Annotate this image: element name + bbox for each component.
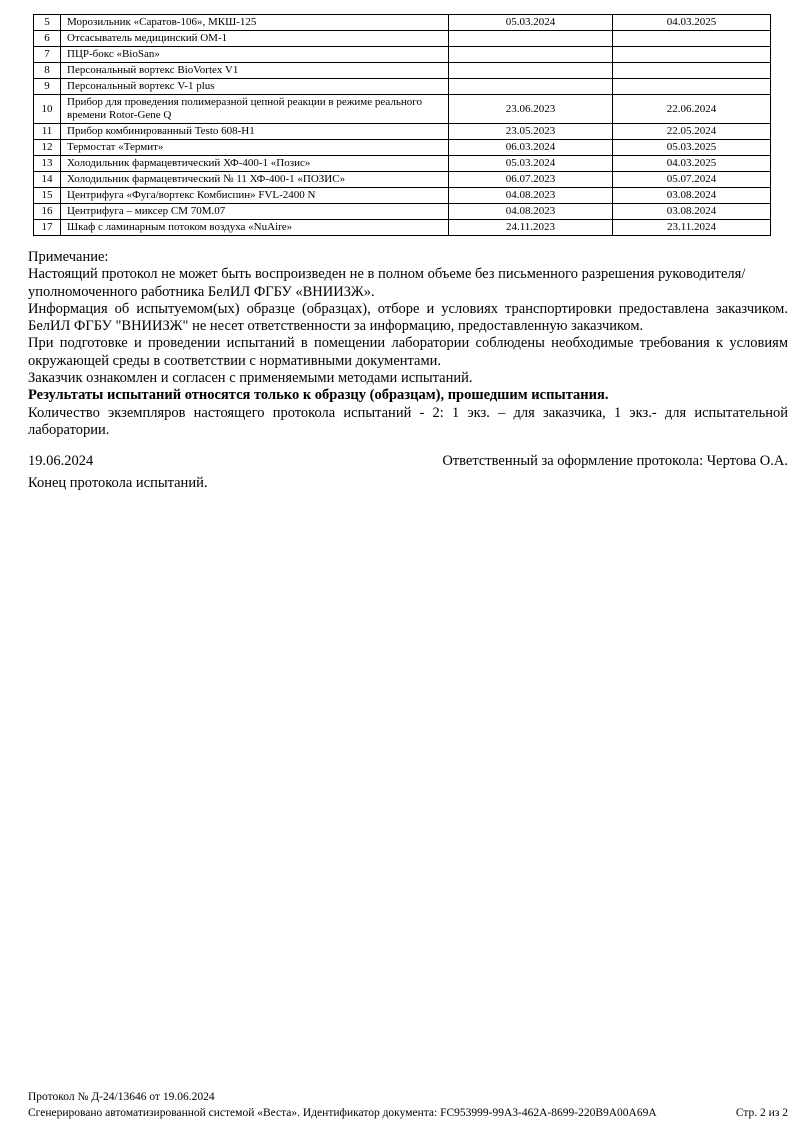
end-of-protocol-line: Конец протокола испытаний. — [28, 475, 208, 492]
row-number-cell: 11 — [34, 124, 61, 140]
equipment-name-cell: Центрифуга – миксер СМ 70М.07 — [61, 204, 449, 220]
row-number-cell: 8 — [34, 63, 61, 79]
verification-date-cell — [449, 31, 613, 47]
valid-until-date-cell: 05.07.2024 — [613, 172, 771, 188]
equipment-name-cell: Персональный вортекс V-1 plus — [61, 79, 449, 95]
note-paragraph: Заказчик ознакомлен и согласен с применяемыми методами испытаний. — [28, 370, 473, 387]
equipment-name-cell: ПЦР-бокс «BioSan» — [61, 47, 449, 63]
verification-date-cell: 24.11.2023 — [449, 220, 613, 236]
verification-date-cell: 23.05.2023 — [449, 124, 613, 140]
table-row — [34, 156, 771, 172]
footer-generated-info: Сгенерировано автоматизированной системой «Веста». Идентификатор документа: FC953999-99A3-462A-8699-220B9A00A69A — [28, 1107, 657, 1119]
table-row — [34, 140, 771, 156]
footer-second-row — [28, 1105, 788, 1121]
note-paragraph: Количество экземпляров настоящего протокола испытаний - 2: 1 экз. – для заказчика, 1 экз.- для испытательной лаборатории. — [28, 404, 788, 438]
equipment-name-cell: Шкаф с ламинарным потоком воздуха «NuAire» — [61, 220, 449, 236]
row-number-cell: 10 — [34, 95, 61, 124]
row-number-cell: 15 — [34, 188, 61, 204]
table-row — [34, 47, 771, 63]
verification-date-cell: 05.03.2024 — [449, 15, 613, 31]
page-footer — [28, 1089, 788, 1121]
valid-until-date-cell — [613, 63, 771, 79]
equipment-name-cell: Термостат «Термит» — [61, 140, 449, 156]
valid-until-date-cell: 05.03.2025 — [613, 140, 771, 156]
notes-paragraphs — [28, 266, 788, 439]
equipment-name-cell: Прибор комбинированный Testo 608-H1 — [61, 124, 449, 140]
row-number-cell: 12 — [34, 140, 61, 156]
note-paragraph: Результаты испытаний относятся только к образцу (образцам), прошедшим испытания. — [28, 387, 609, 404]
row-number-cell: 5 — [34, 15, 61, 31]
footer-page-number: Стр. 2 из 2 — [735, 1107, 788, 1119]
equipment-name-cell: Холодильник фармацевтический № 11 ХФ-400-1 «ПОЗИС» — [61, 172, 449, 188]
responsible-person: Ответственный за оформление протокола: Чертова О.А. — [442, 453, 788, 469]
row-number-cell: 14 — [34, 172, 61, 188]
table-row — [34, 204, 771, 220]
equipment-table-body — [34, 15, 771, 236]
table-row — [34, 79, 771, 95]
note-paragraph: Настоящий протокол не может быть воспроизведен не в полном объеме без письменного разрешения руководителя/уполномоченного работника БелИЛ ФГБУ «ВНИИЗЖ». — [28, 266, 746, 300]
signature-block — [28, 453, 788, 493]
verification-date-cell: 23.06.2023 — [449, 95, 613, 124]
valid-until-date-cell: 04.03.2025 — [613, 15, 771, 31]
protocol-date: 19.06.2024 — [28, 453, 94, 469]
valid-until-date-cell: 03.08.2024 — [613, 204, 771, 220]
verification-date-cell: 04.08.2023 — [449, 188, 613, 204]
table-row — [34, 188, 771, 204]
table-row — [34, 31, 771, 47]
valid-until-date-cell: 22.05.2024 — [613, 124, 771, 140]
verification-date-cell — [449, 63, 613, 79]
equipment-name-cell: Отсасыватель медицинский ОМ-1 — [61, 31, 449, 47]
note-paragraph: Информация об испытуемом(ых) образце (образцах), отборе и условиях транспортировки предоставлена заказчиком. БелИЛ ФГБУ "ВНИИЗЖ" не несет ответственности за информацию, предоставленную заказчиком. — [28, 300, 788, 335]
row-number-cell: 13 — [34, 156, 61, 172]
equipment-name-cell: Персональный вортекс BioVortex V1 — [61, 63, 449, 79]
footer-protocol-number: Протокол № Д-24/13646 от 19.06.2024 — [28, 1091, 215, 1103]
verification-date-cell — [449, 79, 613, 95]
valid-until-date-cell: 04.03.2025 — [613, 156, 771, 172]
row-number-cell: 16 — [34, 204, 61, 220]
verification-date-cell: 06.07.2023 — [449, 172, 613, 188]
equipment-name-cell: Холодильник фармацевтический ХФ-400-1 «Позис» — [61, 156, 449, 172]
table-row — [34, 63, 771, 79]
equipment-name-cell: Морозильник «Саратов-106», МКШ-125 — [61, 15, 449, 31]
table-row — [34, 95, 771, 124]
row-number-cell: 7 — [34, 47, 61, 63]
table-row — [34, 220, 771, 236]
equipment-name-cell: Центрифуга «Фуга/вортекс Комбиспин» FVL-2400 N — [61, 188, 449, 204]
row-number-cell: 17 — [34, 220, 61, 236]
notes-title: Примечание: — [28, 249, 109, 265]
verification-date-cell: 06.03.2024 — [449, 140, 613, 156]
valid-until-date-cell — [613, 47, 771, 63]
valid-until-date-cell: 23.11.2024 — [613, 220, 771, 236]
valid-until-date-cell — [613, 31, 771, 47]
table-row — [34, 172, 771, 188]
verification-date-cell: 05.03.2024 — [449, 156, 613, 172]
table-row — [34, 15, 771, 31]
row-number-cell: 6 — [34, 31, 61, 47]
notes-section — [28, 249, 788, 439]
valid-until-date-cell — [613, 79, 771, 95]
valid-until-date-cell: 22.06.2024 — [613, 95, 771, 124]
note-paragraph: При подготовке и проведении испытаний в помещении лаборатории соблюдены необходимые требования к условиям окружающей среды в соответствии с нормативными документами. — [28, 335, 788, 369]
valid-until-date-cell: 03.08.2024 — [613, 188, 771, 204]
equipment-table — [33, 14, 771, 236]
signature-row — [28, 453, 788, 470]
verification-date-cell — [449, 47, 613, 63]
verification-date-cell: 04.08.2023 — [449, 204, 613, 220]
row-number-cell: 9 — [34, 79, 61, 95]
equipment-name-cell: Прибор для проведения полимеразной цепной реакции в режиме реального времени Rotor-Gene Q — [61, 95, 449, 124]
table-row — [34, 124, 771, 140]
